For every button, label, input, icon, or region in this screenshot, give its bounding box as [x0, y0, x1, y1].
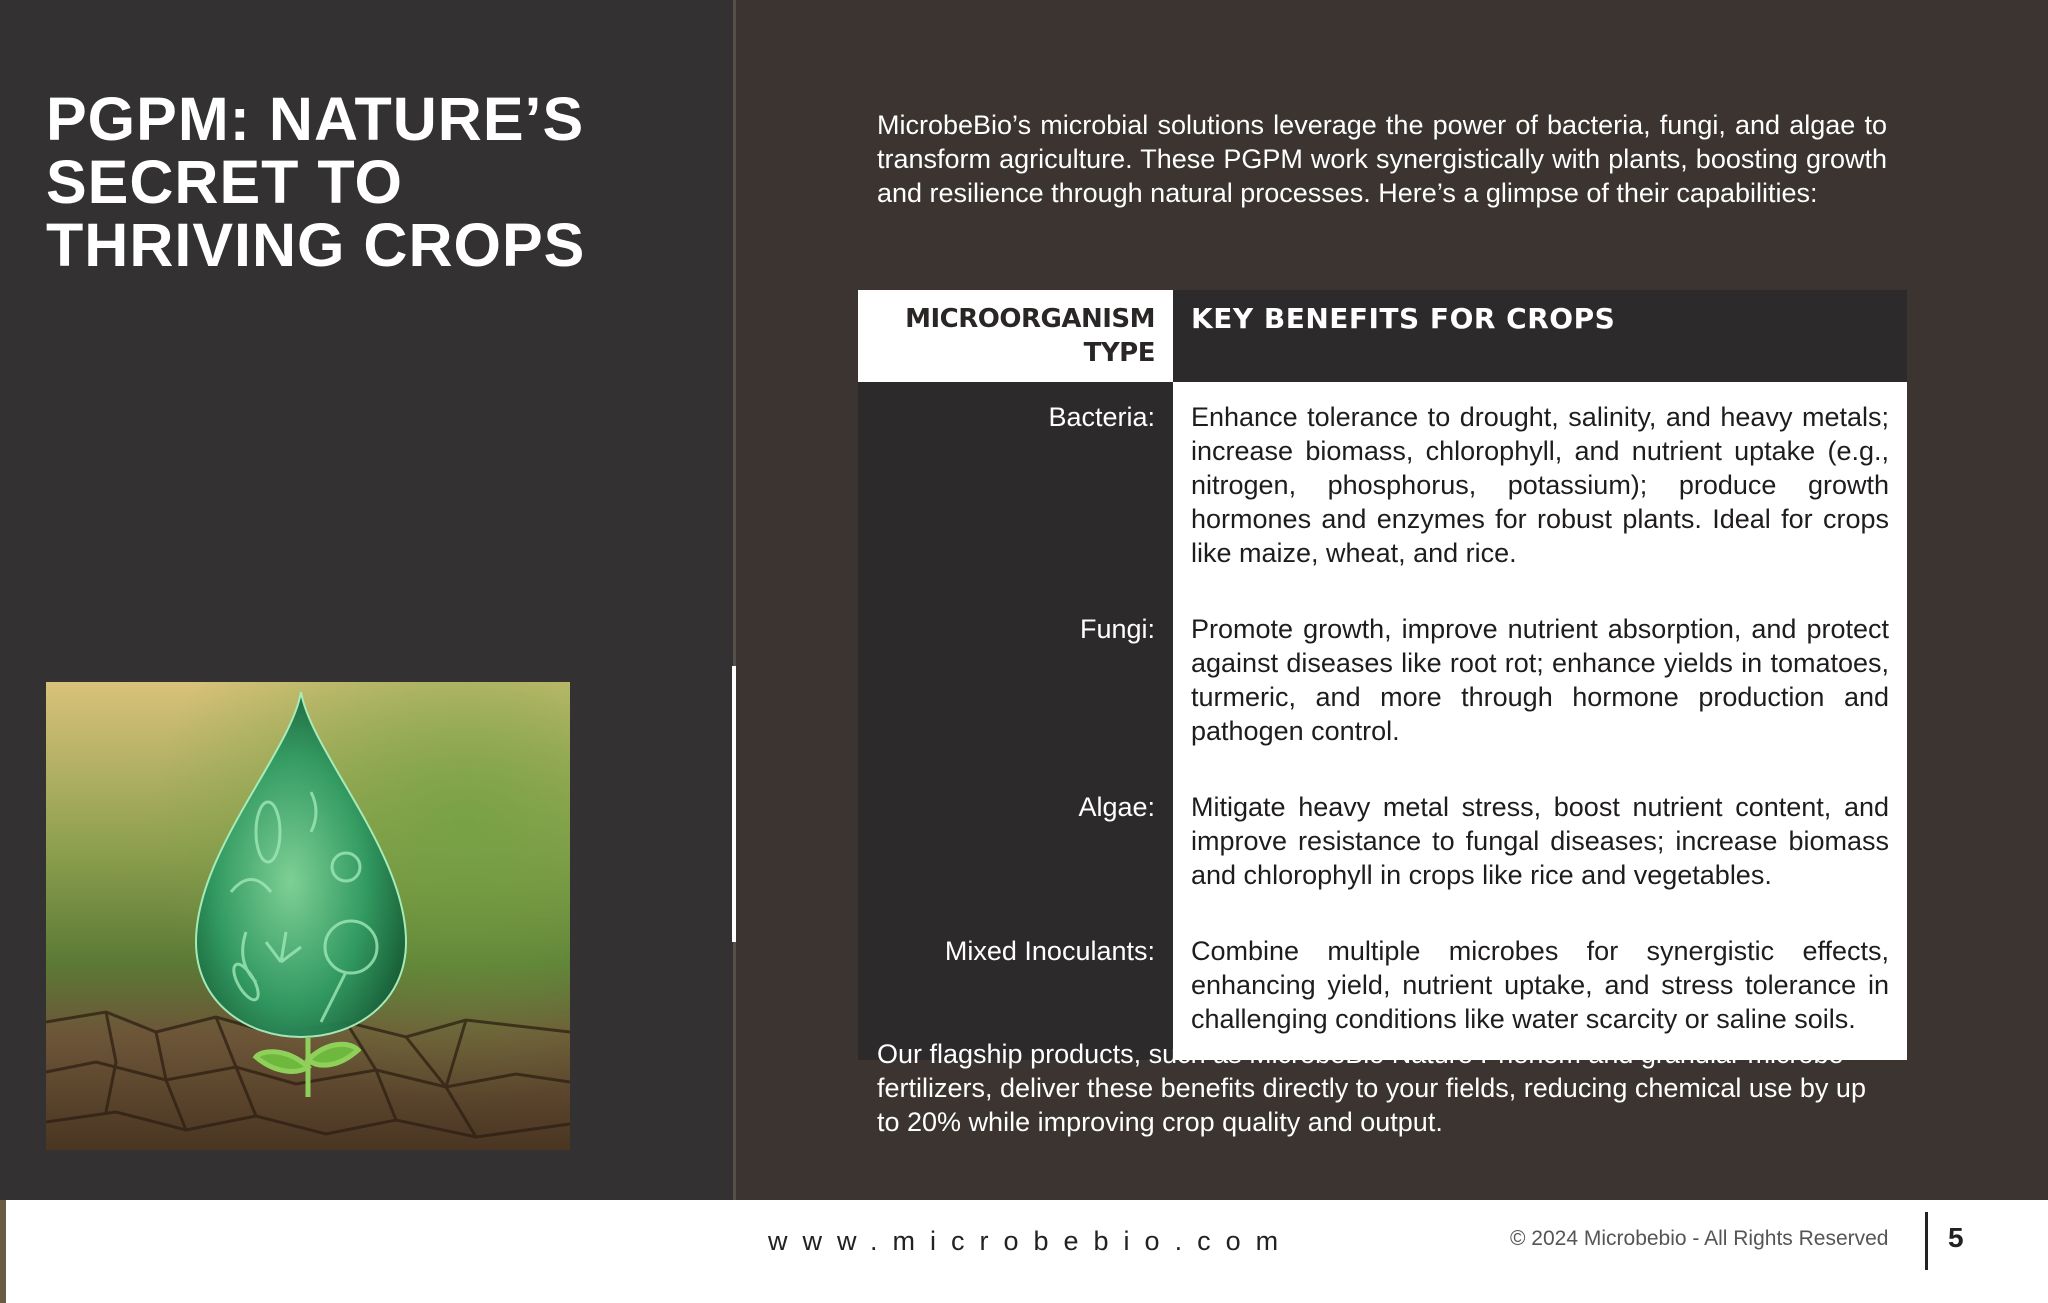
- row-type-fungi: Fungi:: [858, 594, 1173, 772]
- closing-paragraph: Our flagship products, such as MicrobeBio Nature Phenom and granular microbe fertilizers, deliver these benefits directly to your fields, reducing chemical use by up to 20% while improving crop quality and output.: [877, 1039, 1866, 1137]
- row-benefits-mixed-inoculants: Combine multiple microbes for synergistic effects, enhancing yield, nutrient uptake, and stress tolerance in challenging conditions like water scarcity or saline soils.: [1173, 916, 1907, 1060]
- header-microorganism-type: MICROORGANISM TYPE: [858, 290, 1173, 382]
- website-link[interactable]: www.microbebio.com: [768, 1226, 1294, 1256]
- header-key-benefits: KEY BENEFITS FOR CROPS: [1173, 290, 1907, 382]
- page-number: 5: [1948, 1222, 1964, 1253]
- copyright-notice: © 2024 Microbebio - All Rights Reserved: [1510, 1227, 1889, 1250]
- table-header-row: [858, 290, 1907, 382]
- table-row: [858, 382, 1907, 594]
- page-title: PGPM: NATURE’S SECRET TO THRIVING CROPS: [46, 85, 586, 279]
- table-row: [858, 772, 1907, 916]
- row-type-algae: Algae:: [858, 772, 1173, 916]
- footer-corner-accent: [0, 1200, 6, 1303]
- divider-accent: [732, 666, 736, 942]
- droplet-seedling-image: [46, 682, 570, 1150]
- footer-separator: [1925, 1212, 1928, 1270]
- row-benefits-bacteria: Enhance tolerance to drought, salinity, and heavy metals; increase biomass, chlorophyll, and nutrient uptake (e.g., nitrogen, phosphorus, potassium); produce growth hormones and enzymes for robust plants. Ideal for crops like maize, wheat, and rice.: [1173, 382, 1907, 594]
- row-type-mixed-inoculants: Mixed Inoculants:: [858, 916, 1173, 1060]
- row-benefits-algae: Mitigate heavy metal stress, boost nutrient content, and improve resistance to fungal diseases; increase biomass and chlorophyll in crops like rice and vegetables.: [1173, 772, 1907, 916]
- row-benefits-fungi: Promote growth, improve nutrient absorption, and protect against diseases like root rot; enhance yields in tomatoes, turmeric, and more through hormone production and pathogen control.: [1173, 594, 1907, 772]
- microorganism-benefits-table: [858, 290, 1907, 1060]
- table-row: [858, 594, 1907, 772]
- panel-divider: [733, 0, 736, 1200]
- intro-paragraph: MicrobeBio’s microbial solutions leverage the power of bacteria, fungi, and algae to transform agriculture. These PGPM work synergistically with plants, boosting growth and resilience through natural processes. Here’s a glimpse of their capabilities:: [877, 110, 1887, 208]
- row-type-bacteria: Bacteria:: [858, 382, 1173, 594]
